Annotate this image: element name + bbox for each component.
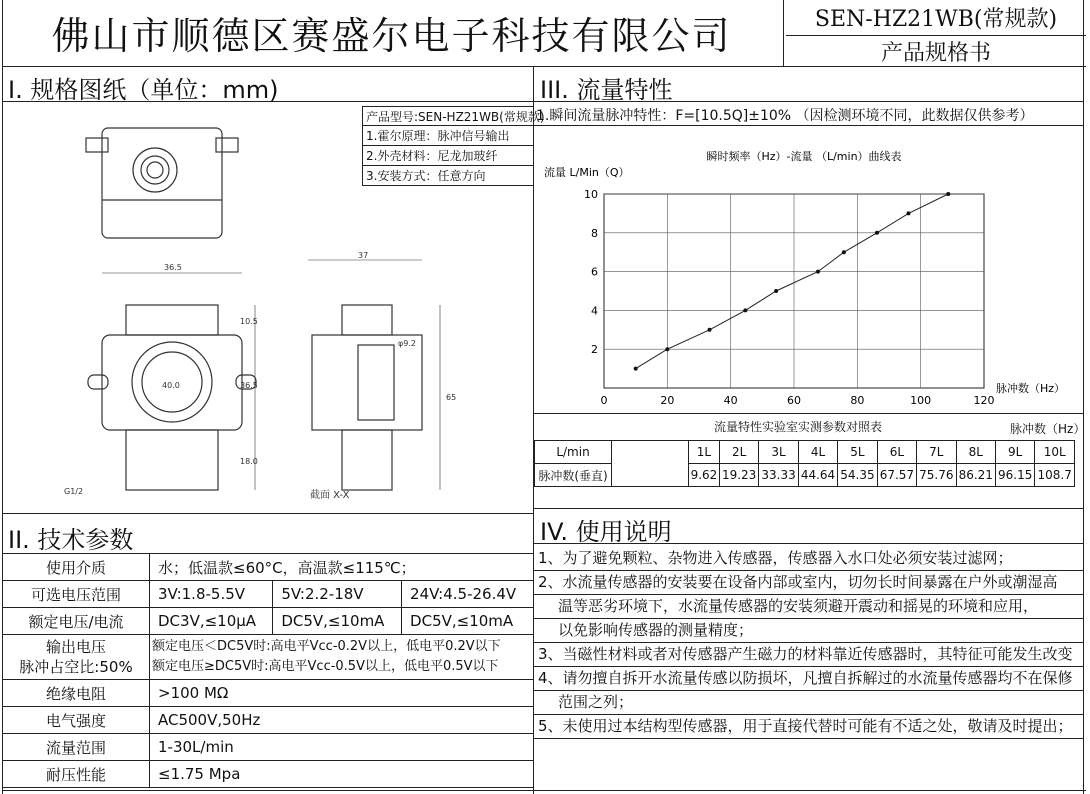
pulse-cell: 9.62 bbox=[689, 464, 720, 487]
dim-circle: 40.0 bbox=[162, 381, 180, 390]
section-label: 截面 X-X bbox=[310, 490, 350, 501]
technical-drawing bbox=[40, 110, 520, 510]
usage-line: 3、当磁性材料或者对传感器产生磁力的材料靠近传感器时，其特征可能发生改变 bbox=[534, 643, 1084, 667]
data-point bbox=[774, 289, 778, 293]
spec-table bbox=[2, 553, 534, 788]
data-point bbox=[816, 270, 820, 274]
section-1-title: I. 规格图纸（单位：mm) bbox=[8, 76, 279, 104]
dim-width: 36.5 bbox=[164, 263, 182, 272]
data-point bbox=[634, 367, 638, 371]
x-tick-label: 120 bbox=[973, 394, 995, 407]
flow-cell: 9L bbox=[995, 441, 1034, 464]
usage-line: 以免影响传感器的测量精度； bbox=[534, 619, 1084, 643]
section-2-title: II. 技术参数 bbox=[8, 526, 134, 554]
y-tick-label: 4 bbox=[591, 304, 598, 318]
flow-cell: 8L bbox=[956, 441, 995, 464]
flow-cell: 1L bbox=[689, 441, 720, 464]
info-row: 产品型号:SEN-HZ21WB(常规款) bbox=[362, 106, 534, 126]
table-row: L/min 1L 2L 3L 4L 5L 6L 7L 8L 9L 10L bbox=[535, 441, 1075, 464]
x-tick-label: 40 bbox=[723, 394, 738, 407]
section-3-title: III. 流量特性 bbox=[540, 76, 673, 104]
x-tick-label: 60 bbox=[787, 394, 801, 407]
flow-cell: 7L bbox=[917, 441, 956, 464]
usage-line: 5、未使用过本结构型传感器，用于直接代替时可能有不适之处，敬请及时提出； bbox=[534, 715, 1084, 739]
usage-line: 1、为了避免颗粒、杂物进入传感器，传感器入水口处必须安装过滤网； bbox=[534, 547, 1084, 571]
table-row: 可选电压范围 3V:1.8-5.5V 5V:2.2-18V 24V:4.5-26.4V bbox=[3, 581, 534, 608]
data-point bbox=[842, 250, 846, 254]
table-row: 耐压性能 ≤1.75 Mpa bbox=[3, 761, 534, 788]
company-name: 佛山市顺德区赛盛尔电子科技有限公司 bbox=[51, 13, 732, 58]
info-row: 1.霍尔原理：脉冲信号输出 bbox=[362, 126, 534, 146]
flow-table bbox=[534, 440, 1075, 487]
chart-title: 瞬时频率（Hz）-流量 （L/min）曲线表 bbox=[706, 150, 902, 163]
flow-cell: 5L bbox=[838, 441, 877, 464]
y-tick-label: 6 bbox=[591, 265, 598, 279]
flow-cell: 2L bbox=[719, 441, 758, 464]
document-type: 产品规格书 bbox=[880, 41, 991, 66]
x-tick-label: 0 bbox=[600, 394, 608, 407]
flow-chart bbox=[534, 126, 1084, 410]
pulse-cell: 33.33 bbox=[759, 464, 798, 487]
x-tick-label: 20 bbox=[660, 394, 675, 407]
pulse-cell: 54.35 bbox=[838, 464, 877, 487]
usage-line: 4、请勿擅自拆开水流量传感以防损坏，凡擅自拆解过的水流量传感器均不在保修 bbox=[534, 667, 1084, 691]
dim-top: 10.5 bbox=[240, 317, 258, 326]
dim-bore: φ9.2 bbox=[398, 339, 416, 348]
table-row: 绝缘电阻 >100 MΩ bbox=[3, 680, 534, 707]
x-tick-label: 80 bbox=[850, 394, 865, 407]
usage-line: 2、水流量传感器的安装要在设备内部或室内，切勿长时间暴露在户外或潮湿高 bbox=[534, 571, 1084, 595]
flow-cell: 10L bbox=[1035, 441, 1075, 464]
dim-side: 37 bbox=[358, 251, 369, 260]
usage-instructions bbox=[534, 547, 1084, 739]
pulse-cell: 19.23 bbox=[719, 464, 758, 487]
dim-total: 65 bbox=[446, 393, 457, 402]
dim-thread: G1/2 bbox=[64, 487, 84, 496]
info-row: 2.外壳材料：尼龙加玻纤 bbox=[362, 146, 534, 166]
pulse-cell: 96.15 bbox=[995, 464, 1034, 487]
flow-table-title: 流量特性实验室实测参数对照表 bbox=[714, 420, 883, 434]
data-point bbox=[906, 211, 910, 215]
data-point bbox=[946, 192, 950, 196]
table-row: 脉冲数(垂直) 9.62 19.23 33.33 44.64 54.35 67.57 75.76 86.21 96.15 108.7 bbox=[535, 464, 1075, 487]
chart-xlabel: 脉冲数（Hz） bbox=[996, 382, 1066, 395]
y-tick-label: 2 bbox=[591, 343, 598, 357]
usage-line: 范围之列； bbox=[534, 691, 1084, 715]
data-point bbox=[875, 231, 879, 235]
x-tick-label: 100 bbox=[910, 394, 932, 407]
flow-cell: 6L bbox=[877, 441, 916, 464]
pulse-cell: 86.21 bbox=[956, 464, 995, 487]
flow-table-unit: 脉冲数（Hz） bbox=[1010, 422, 1086, 436]
diagonal-cell bbox=[612, 441, 689, 487]
pulse-cell: 44.64 bbox=[798, 464, 837, 487]
series-line bbox=[636, 194, 949, 369]
section-4-title: IV. 使用说明 bbox=[540, 518, 672, 546]
chart-ylabel: 流量 L/Min（Q） bbox=[544, 166, 630, 179]
flow-formula: 1.瞬间流量脉冲特性：F=[10.5Q]±10% （因检测环境不同，此数据仅供参考） bbox=[536, 108, 1034, 124]
y-tick-label: 8 bbox=[591, 226, 598, 240]
table-row: 使用介质 水；低温款≤60°C，高温款≤115℃； bbox=[3, 554, 534, 581]
table-row: 电气强度 AC500V,50Hz bbox=[3, 707, 534, 734]
usage-line: 温等恶劣环境下，水流量传感器的安装须避开震动和摇晃的环境和应用， bbox=[534, 595, 1084, 619]
info-row: 3.安装方式：任意方向 bbox=[362, 166, 534, 186]
data-point bbox=[665, 347, 669, 351]
product-model: SEN-HZ21WB(常规款) bbox=[814, 7, 1058, 32]
data-point bbox=[708, 328, 712, 332]
dim-body: 36.5 bbox=[240, 381, 258, 390]
table-row: 额定电压/电流 DC3V,≤10μA DC5V,≤10mA DC5V,≤10mA bbox=[3, 608, 534, 635]
dim-bottom: 18.0 bbox=[240, 457, 258, 466]
data-point bbox=[743, 308, 747, 312]
pulse-cell: 108.7 bbox=[1035, 464, 1075, 487]
table-row: 流量范围 1-30L/min bbox=[3, 734, 534, 761]
y-tick-label: 10 bbox=[584, 188, 598, 201]
pulse-cell: 75.76 bbox=[917, 464, 956, 487]
flow-cell: 4L bbox=[798, 441, 837, 464]
flow-cell: 3L bbox=[759, 441, 798, 464]
pulse-cell: 67.57 bbox=[877, 464, 916, 487]
table-row: 输出电压 脉冲占空比:50% 额定电压＜DC5V时:高电平Vcc-0.2V以上，低电平0.2V以下 额定电压≥DC5V时:高电平Vcc-0.5V以上，低电平0.5V以下 bbox=[3, 635, 534, 680]
